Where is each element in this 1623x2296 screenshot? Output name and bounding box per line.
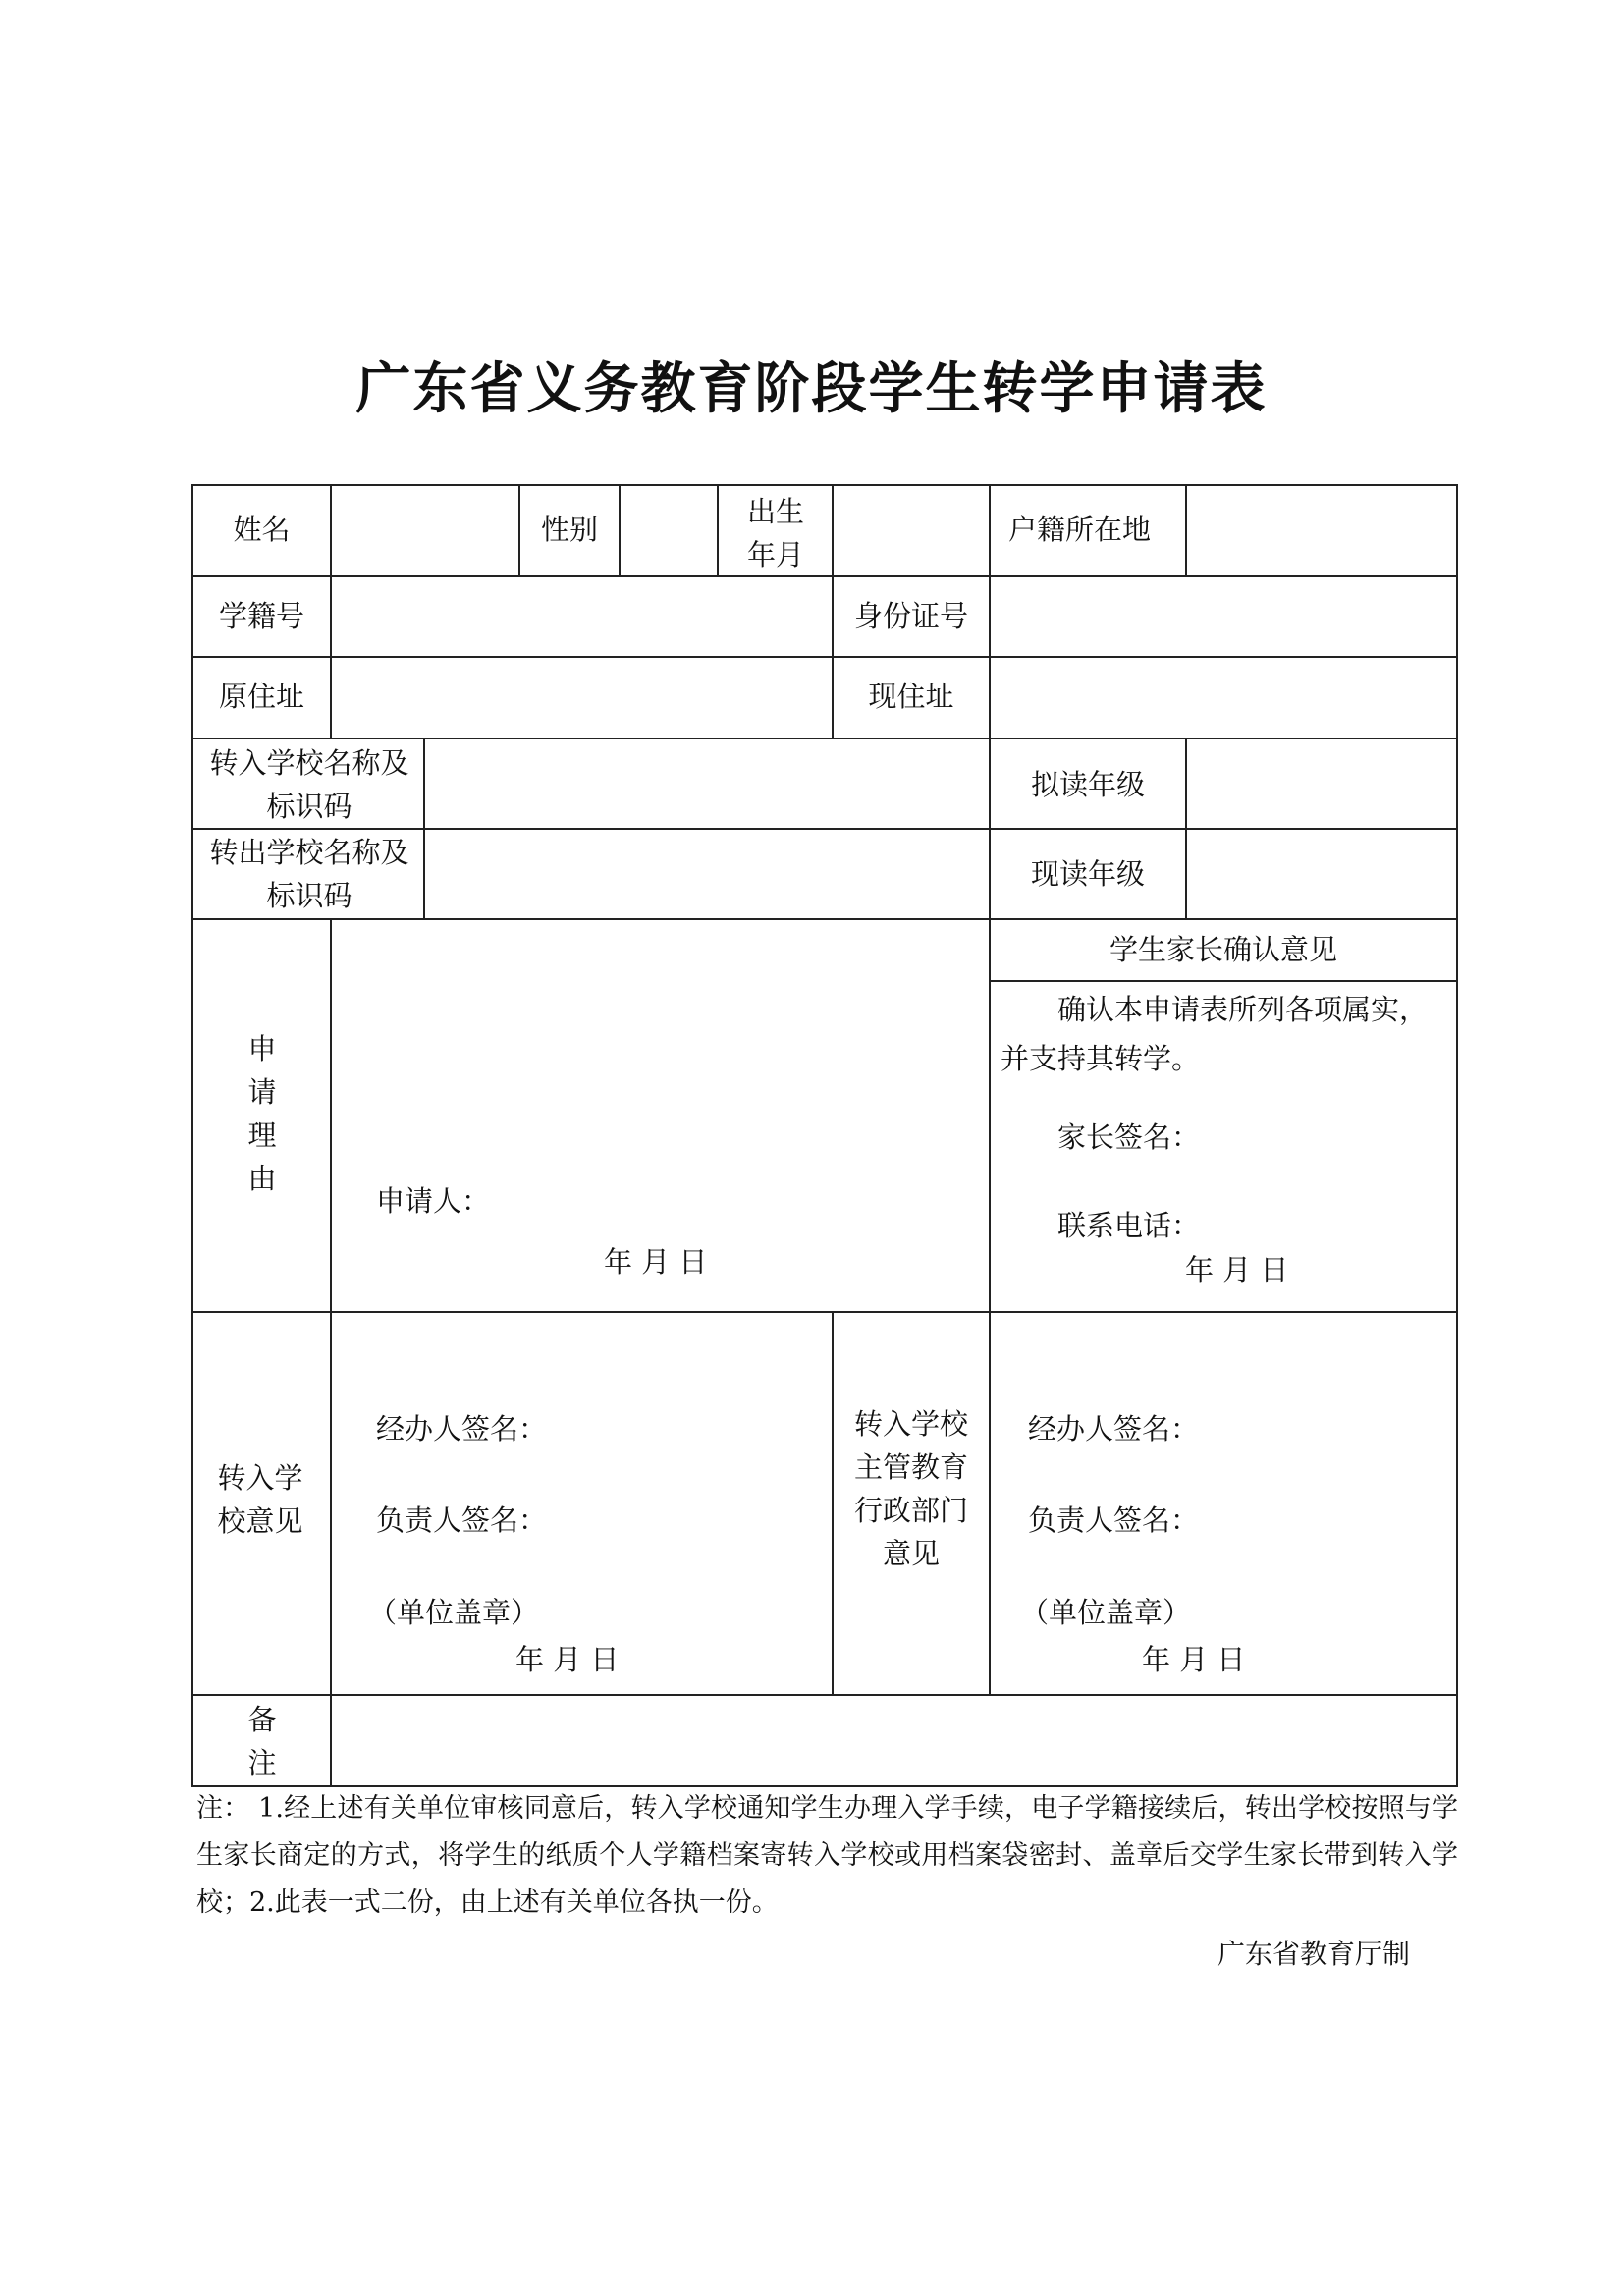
parent-sign-label: 家长签名： — [1057, 1121, 1201, 1154]
intended-grade-field[interactable] — [1187, 739, 1456, 828]
transfer-out-school-label: 转出学校名称及标识码 — [209, 836, 409, 912]
column-divider — [717, 484, 719, 575]
old-address-field[interactable] — [332, 658, 832, 738]
student-id-label: 学籍号 — [218, 599, 304, 632]
id-card-field[interactable] — [991, 577, 1456, 656]
remarks-field[interactable] — [332, 1696, 1456, 1785]
student-id-field[interactable] — [332, 577, 832, 656]
school-seal-label: （单位盖章） — [368, 1596, 540, 1629]
parent-phone-label: 联系电话： — [1057, 1209, 1201, 1242]
school-responsible-sign-label: 负责人签名： — [376, 1503, 548, 1537]
current-grade-label: 现读年级 — [1030, 857, 1145, 891]
parent-sign-field[interactable] — [1213, 1116, 1448, 1159]
current-address-label: 现住址 — [868, 680, 954, 713]
transfer-out-school-field[interactable] — [425, 830, 989, 918]
name-label: 姓名 — [233, 513, 291, 546]
row-divider — [989, 980, 1458, 982]
transfer-in-school-label: 转入学校名称及标识码 — [209, 746, 409, 823]
parent-confirmation-header: 学生家长确认意见 — [1109, 933, 1337, 966]
gender-label: 性别 — [540, 513, 598, 546]
dept-seal-label: （单位盖章） — [1020, 1596, 1192, 1629]
current-grade-field[interactable] — [1187, 830, 1456, 918]
birth-date-field[interactable] — [834, 486, 989, 575]
gender-field[interactable] — [621, 486, 717, 575]
application-form — [191, 484, 1458, 1787]
dept-handler-sign-field[interactable] — [1207, 1407, 1448, 1450]
reason-label: 申请理由 — [247, 1032, 277, 1195]
applicant-label: 申请人： — [376, 1184, 491, 1218]
dept-responsible-sign-field[interactable] — [1207, 1499, 1448, 1542]
receiving-school-opinion-label: 转入学校意见 — [217, 1461, 303, 1538]
name-field[interactable] — [332, 486, 518, 575]
reason-field[interactable] — [332, 920, 989, 1166]
issuer-label: 广东省教育厅制 — [1217, 1938, 1411, 1970]
hukou-field[interactable] — [1187, 486, 1456, 575]
document-title: 广东省义务教育阶段学生转学申请表 — [355, 357, 1268, 421]
edu-dept-opinion-label: 转入学校主管教育行政部门意见 — [853, 1407, 968, 1570]
row-divider — [191, 1311, 1458, 1313]
remarks-label: 备注 — [247, 1703, 277, 1779]
school-handler-sign-label: 经办人签名： — [376, 1412, 548, 1446]
hukou-label: 户籍所在地 — [1008, 513, 1152, 546]
dept-handler-sign-label: 经办人签名： — [1028, 1412, 1200, 1446]
column-divider — [832, 1311, 834, 1694]
applicant-date: 年 月 日 — [604, 1245, 708, 1279]
current-address-field[interactable] — [991, 658, 1456, 738]
parent-date: 年 月 日 — [1185, 1253, 1289, 1286]
parent-phone-field[interactable] — [1213, 1204, 1448, 1247]
id-card-label: 身份证号 — [853, 599, 968, 632]
transfer-in-school-field[interactable] — [425, 739, 989, 828]
old-address-label: 原住址 — [218, 680, 304, 713]
school-handler-sign-field[interactable] — [555, 1407, 820, 1450]
parent-statement: 确认本申请表所列各项属实，并支持其转学。 — [1001, 993, 1429, 1075]
school-responsible-sign-field[interactable] — [555, 1499, 820, 1542]
intended-grade-label: 拟读年级 — [1030, 768, 1145, 801]
dept-date: 年 月 日 — [1142, 1643, 1246, 1676]
birth-date-label: 出生年月 — [746, 495, 804, 572]
dept-responsible-sign-label: 负责人签名： — [1028, 1503, 1200, 1537]
school-date: 年 月 日 — [515, 1643, 620, 1676]
footnote: 注： 1.经上述有关单位审核同意后，转入学校通知学生办理入学手续，电子学籍接续后，转出学校按照与学生家长商定的方式，将学生的纸质个人学籍档案寄转入学校或用档案袋密封、盖章后交学生家长带到转入学校；2.此表一式二份，由上述有关单位各执一份。 — [196, 1793, 1458, 1918]
form-border-right — [1456, 484, 1458, 1787]
